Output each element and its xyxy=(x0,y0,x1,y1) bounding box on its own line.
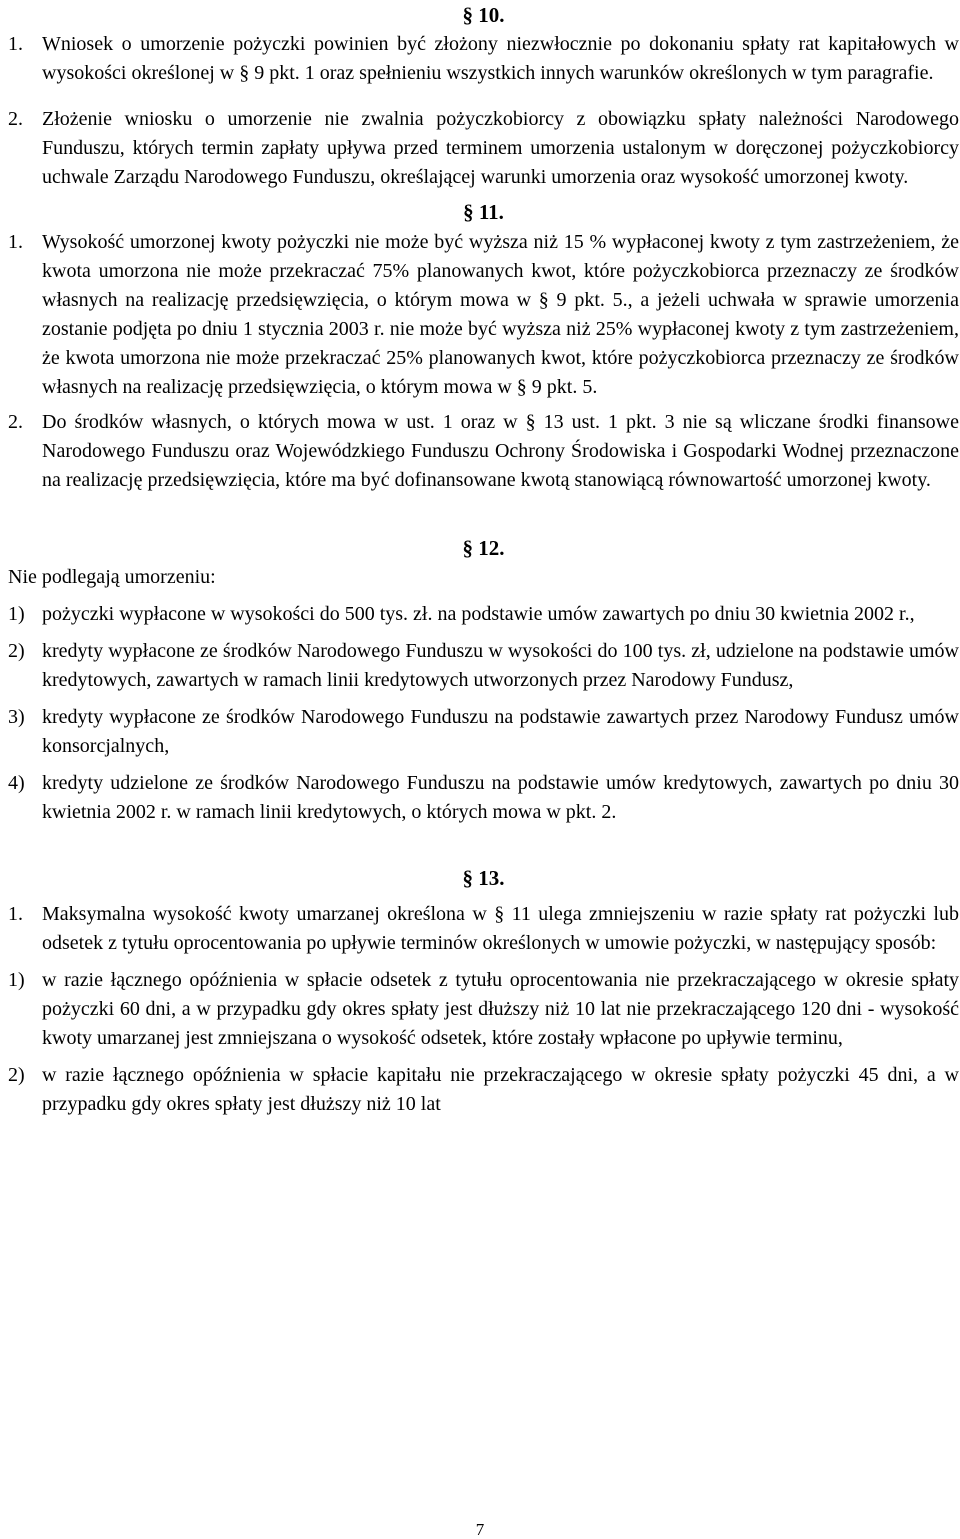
list-item xyxy=(8,769,959,827)
document-page xyxy=(8,0,959,1119)
list-item-text: w razie łącznego opóźnienia w spłacie odsetek z tytułu oprocentowania nie przekraczającego w okresie spłaty pożyczki 60 dni, a w przypadku gdy okres spłaty jest dłuższy niż 10 lat nie przekraczającego 120 dni - wysokość kwoty umarzanej jest zmniejszana o wysokość odsetek, które zostały wpłacone po upływie terminu, xyxy=(42,969,959,1049)
list-item xyxy=(8,703,959,761)
list-item-number: 1) xyxy=(8,969,25,991)
paragraph-text: Wysokość umorzonej kwoty pożyczki nie może być wyższa niż 15 % wypłaconej kwoty z tym zastrzeżeniem, że kwota umorzona nie może przekraczać 75% planowanych kwot, które pożyczkobiorca przeznaczy ze środków własnych na realizację przedsięwzięcia, o którym mowa w § 9 pkt. 5., a jeżeli uchwała w sprawie umorzenia zostanie podjęta po dniu 1 stycznia 2003 r. nie może być wyższa niż 25% wypłaconej kwoty z tym zastrzeżeniem, że kwota umorzona nie może przekraczać 25% planowanych kwot, które pożyczkobiorca przeznaczy ze środków własnych na realizację przedsięwzięcia, o którym mowa w § 9 pkt. 5. xyxy=(42,231,959,398)
page-number: 7 xyxy=(475,1520,485,1539)
section-10-paragraph-2 xyxy=(8,105,959,192)
section-12-intro: Nie podlegają umorzeniu: xyxy=(8,566,216,588)
section-11-paragraph-1 xyxy=(8,228,959,402)
section-11-heading: § 11. xyxy=(463,200,504,224)
section-13-list xyxy=(8,966,959,1119)
list-item-text: kredyty udzielone ze środków Narodowego Funduszu na podstawie umów kredytowych, zawartych po dniu 30 kwietnia 2002 r. w ramach linii kredytowych, o których mowa w pkt. 2. xyxy=(42,772,959,823)
paragraph-number: 1. xyxy=(8,903,23,925)
list-item xyxy=(8,966,959,1053)
paragraph-text: Wniosek o umorzenie pożyczki powinien być złożony niezwłocznie po dokonaniu spłaty rat kapitałowych w wysokości określonej w § 9 pkt. 1 oraz spełnieniu wszystkich innych warunków określonych w tym paragrafie. xyxy=(42,33,959,84)
paragraph-number: 1. xyxy=(8,33,23,55)
list-item-text: kredyty wypłacone ze środków Narodowego Funduszu na podstawie zawartych przez Narodowy Fundusz umów konsorcjalnych, xyxy=(42,706,959,757)
section-12-list xyxy=(8,600,959,827)
section-12-heading: § 12. xyxy=(462,536,505,560)
paragraph-text: Maksymalna wysokość kwoty umarzanej określona w § 11 ulega zmniejszeniu w razie spłaty rat pożyczki lub odsetek z tytułu oprocentowania po upływie terminów określonych w umowie pożyczki, w następujący sposób: xyxy=(42,903,959,954)
paragraph-number: 2. xyxy=(8,411,23,433)
section-13-heading: § 13. xyxy=(462,866,505,890)
list-item-number: 1) xyxy=(8,603,25,625)
paragraph-text: Do środków własnych, o których mowa w ust. 1 oraz w § 13 ust. 1 pkt. 3 nie są wliczane środki finansowe Narodowego Funduszu oraz Wojewódzkiego Funduszu Ochrony Środowiska i Gospodarki Wodnej przeznaczone na realizację przedsięwzięcia, które ma być dofinansowane kwotą stanowiącą równowartość umorzonej kwoty. xyxy=(42,411,959,491)
list-item-text: pożyczki wypłacone w wysokości do 500 tys. zł. na podstawie umów zawartych po dniu 30 kwietnia 2002 r., xyxy=(42,603,915,625)
paragraph-number: 2. xyxy=(8,108,23,130)
section-10-paragraph-1 xyxy=(8,30,959,88)
list-item-number: 2) xyxy=(8,1064,25,1086)
paragraph-text: Złożenie wniosku o umorzenie nie zwalnia pożyczkobiorcy z obowiązku spłaty należności Narodowego Funduszu, których termin zapłaty upływa przed terminem umorzenia ustalonym w doręczonej pożyczkobiorcy uchwale Zarządu Narodowego Funduszu, określającej warunki umorzenia oraz wysokość umorzonej kwoty. xyxy=(42,108,959,188)
list-item xyxy=(8,600,959,629)
list-item-number: 3) xyxy=(8,706,25,728)
section-11-paragraph-2 xyxy=(8,408,959,495)
list-item-text: w razie łącznego opóźnienia w spłacie kapitału nie przekraczającego w okresie spłaty pożyczki 45 dni, a w przypadku gdy okres spłaty jest dłuższy niż 10 lat xyxy=(42,1064,959,1115)
list-item xyxy=(8,1061,959,1119)
section-13-paragraph-1 xyxy=(8,900,959,958)
list-item-number: 4) xyxy=(8,772,25,794)
list-item-text: kredyty wypłacone ze środków Narodowego Funduszu w wysokości do 100 tys. zł, udzielone na podstawie umów kredytowych, zawartych w ramach linii kredytowych utworzonych przez Narodowy Fundusz, xyxy=(42,640,959,691)
list-item xyxy=(8,637,959,695)
section-10-heading: § 10. xyxy=(462,3,505,27)
list-item-number: 2) xyxy=(8,640,25,662)
paragraph-number: 1. xyxy=(8,231,23,253)
